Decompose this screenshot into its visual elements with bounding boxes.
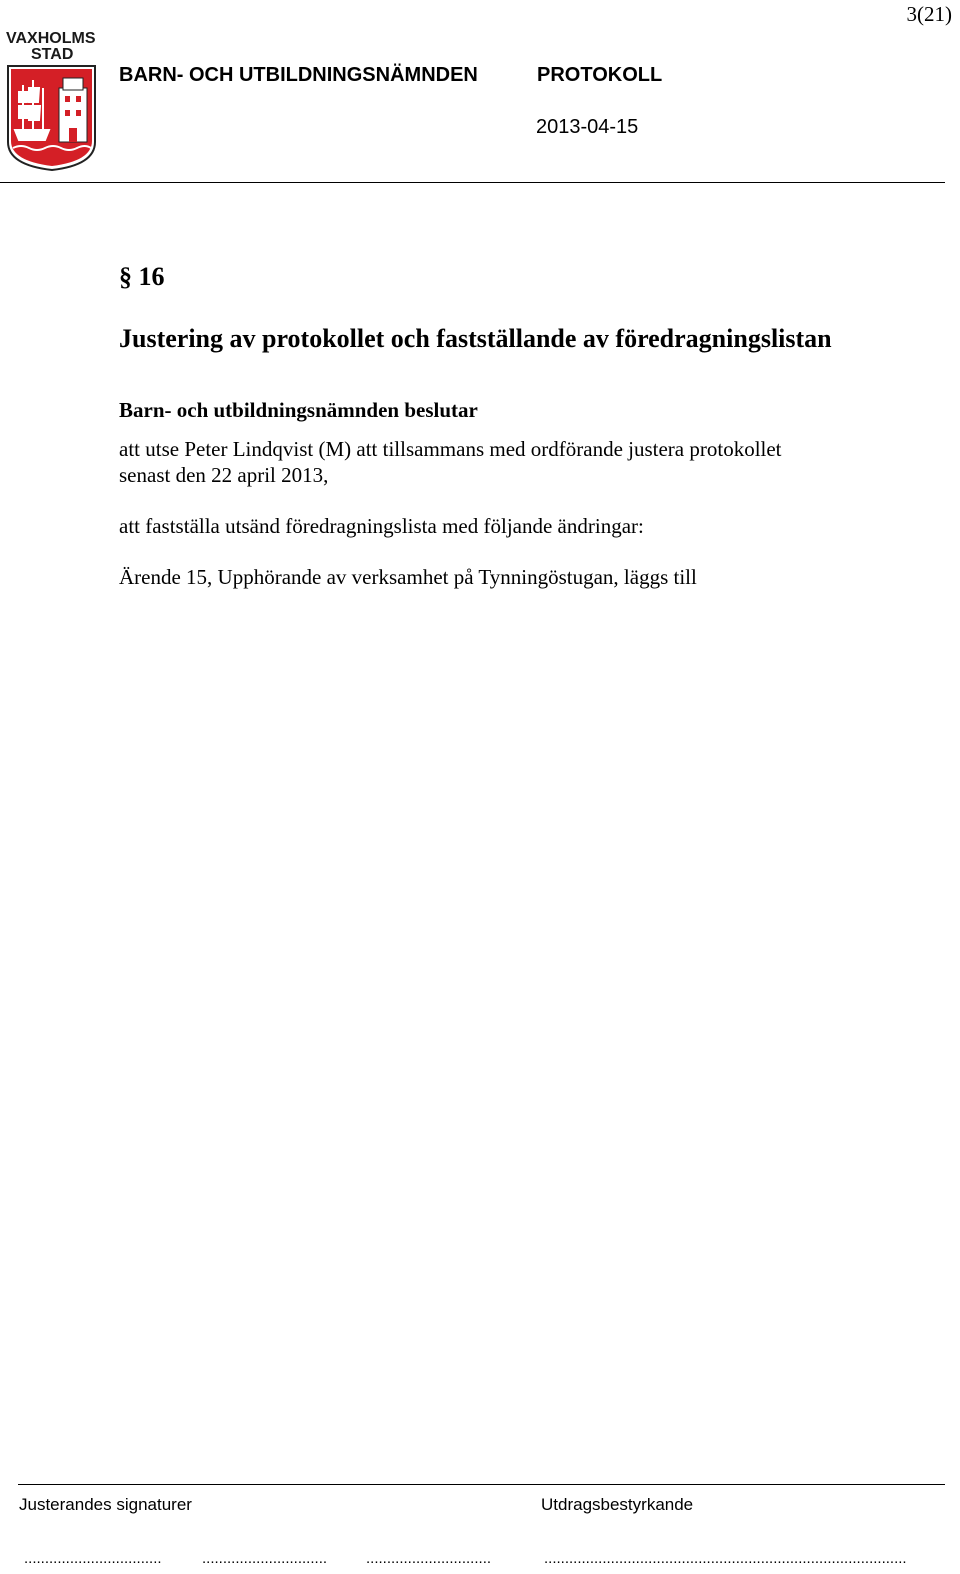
footer-divider bbox=[18, 1484, 945, 1485]
decision-paragraph: att fastställa utsänd föredragningslista med följande ändringar: bbox=[119, 514, 644, 538]
section-title: Justering av protokollet och fastställande av föredragningslistan bbox=[119, 324, 832, 353]
header-divider bbox=[0, 182, 945, 183]
signature-line: ................................. bbox=[24, 1550, 162, 1567]
excerpt-certification-label: Utdragsbestyrkande bbox=[541, 1495, 694, 1514]
document-date: 2013-04-15 bbox=[536, 116, 639, 138]
signature-line: .............................. bbox=[366, 1550, 492, 1567]
organization-name: BARN- OCH UTBILDNINGSNÄMNDEN bbox=[119, 64, 478, 86]
decision-heading: Barn- och utbildningsnämnden beslutar bbox=[119, 398, 478, 422]
logo-text-vaxholms: VAXHOLMS bbox=[6, 30, 96, 47]
logo-text-stad: STAD bbox=[31, 46, 74, 63]
document-type: PROTOKOLL bbox=[537, 64, 663, 86]
decision-paragraph: Ärende 15, Upphörande av verksamhet på Tynningöstugan, läggs till bbox=[119, 565, 697, 589]
section-number: § 16 bbox=[119, 262, 165, 291]
page-number: 3(21) bbox=[906, 2, 952, 26]
signature-line: .............................. bbox=[202, 1550, 328, 1567]
decision-paragraph-line: att utse Peter Lindqvist (M) att tillsammans med ordförande justera protokollet bbox=[119, 437, 782, 461]
decision-paragraph-line: senast den 22 april 2013, bbox=[119, 463, 329, 487]
excerpt-signature-line: ....................................................................................... bbox=[544, 1550, 907, 1567]
signatures-label: Justerandes signaturer bbox=[19, 1495, 192, 1514]
